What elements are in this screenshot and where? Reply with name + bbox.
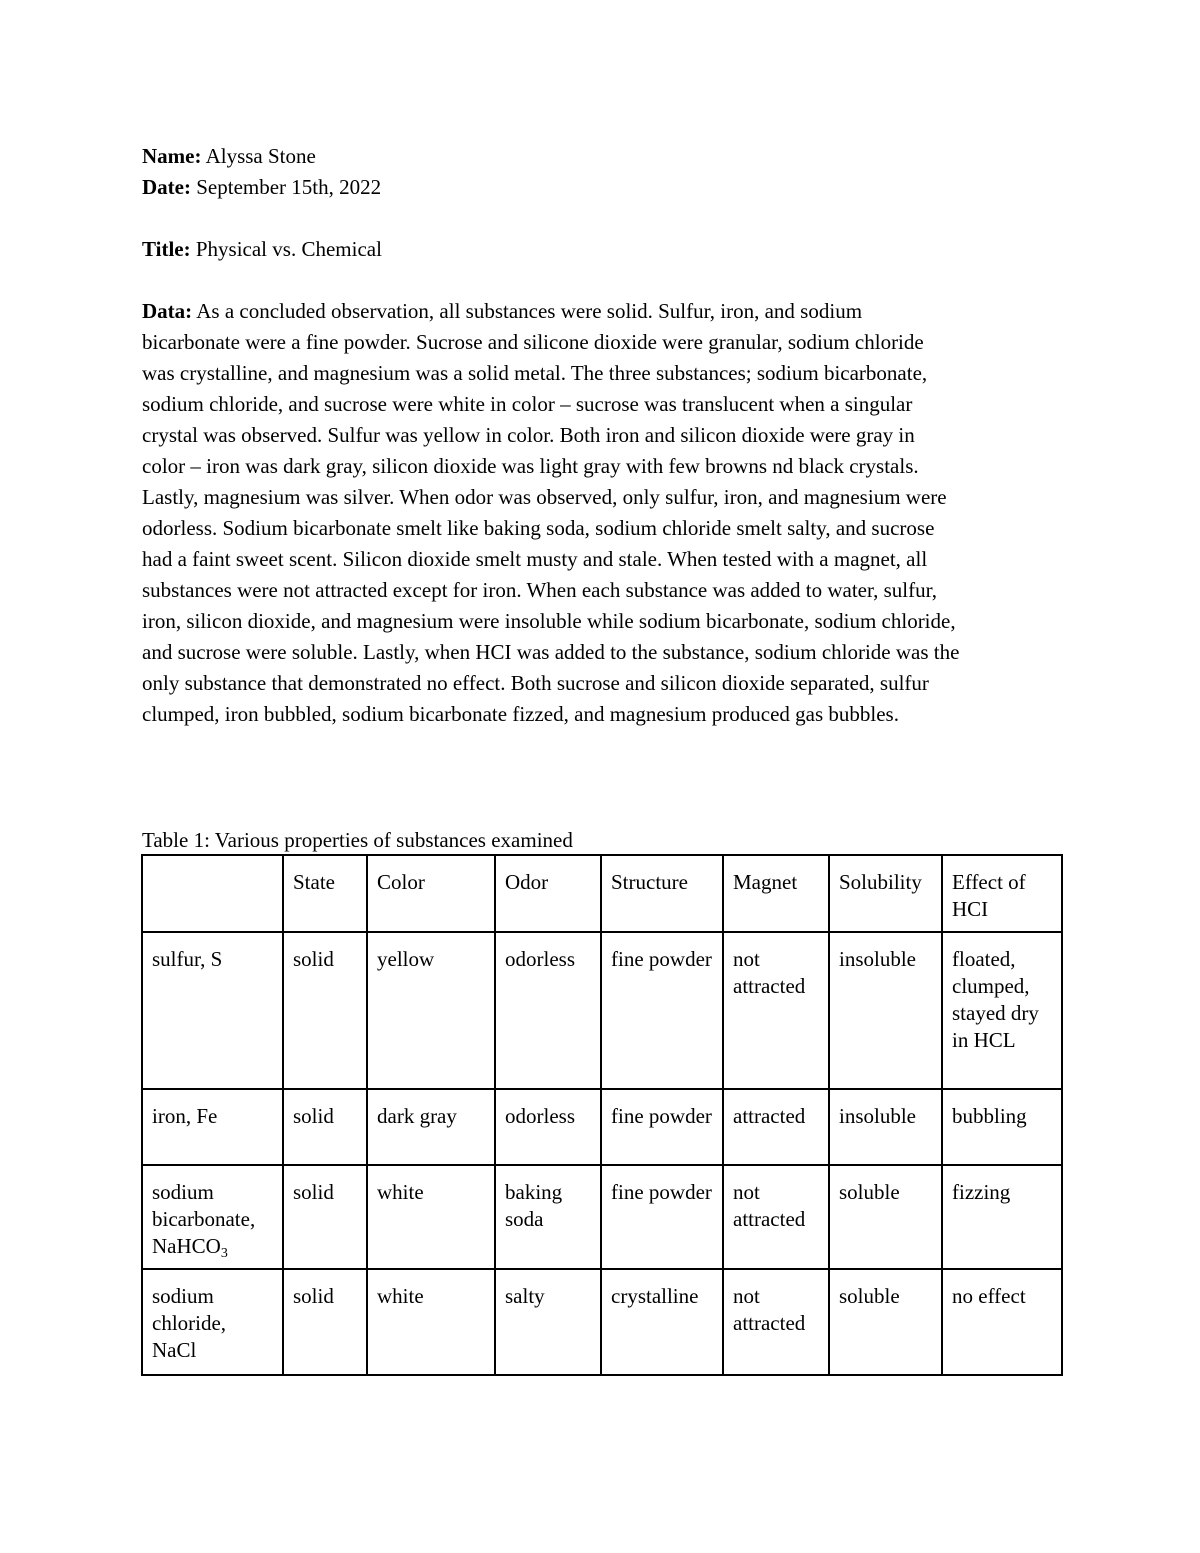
cell-solubility: soluble xyxy=(829,1269,942,1375)
cell-solubility: insoluble xyxy=(829,932,942,1089)
cell-magnet: not attracted xyxy=(723,1165,829,1269)
table-row xyxy=(142,1089,1062,1165)
cell-color: white xyxy=(367,1269,495,1375)
date-label: Date: xyxy=(142,175,191,199)
title-value: Physical vs. Chemical xyxy=(190,237,382,261)
spacer xyxy=(142,203,1067,234)
name-label: Name: xyxy=(142,144,202,168)
properties-table xyxy=(141,854,1063,1376)
cell-effect: bubbling xyxy=(942,1089,1062,1165)
data-label: Data: xyxy=(142,299,193,323)
cell-state: solid xyxy=(283,1165,367,1269)
cell-color: white xyxy=(367,1165,495,1269)
data-line: clumped, iron bubbled, sodium bicarbonate fizzed, and magnesium produced gas bubbles. xyxy=(142,702,899,726)
formula-subscript: 3 xyxy=(220,1246,228,1261)
cell-magnet: not attracted xyxy=(723,1269,829,1375)
cell-magnet: attracted xyxy=(723,1089,829,1165)
table-caption: Table 1: Various properties of substances examined xyxy=(142,828,573,852)
data-line: odorless. Sodium bicarbonate smelt like baking soda, sodium chloride smelt salty, and sucrose xyxy=(142,516,935,540)
cell-state: solid xyxy=(283,1269,367,1375)
cell-solubility: insoluble xyxy=(829,1089,942,1165)
title-label: Title: xyxy=(142,237,191,261)
data-line: had a faint sweet scent. Silicon dioxide smelt musty and stale. When tested with a magnet, all xyxy=(142,547,928,571)
data-line: sodium chloride, and sucrose were white in color – sucrose was translucent when a singular xyxy=(142,392,913,416)
cell-substance: sulfur, S xyxy=(142,932,283,1089)
data-paragraph xyxy=(142,296,1067,730)
date-value: September 15th, 2022 xyxy=(190,175,382,199)
substance-formula: sodium bicarbonate, NaHCO xyxy=(152,1180,256,1258)
data-line: bicarbonate were a fine powder. Sucrose and silicone dioxide were granular, sodium chloride xyxy=(142,330,924,354)
data-line: was crystalline, and magnesium was a solid metal. The three substances; sodium bicarbonate, xyxy=(142,361,928,385)
data-line: crystal was observed. Sulfur was yellow in color. Both iron and silicon dioxide were gray in xyxy=(142,423,915,447)
data-line: substances were not attracted except for iron. When each substance was added to water, sulfur, xyxy=(142,578,938,602)
data-line-text: As a concluded observation, all substances were solid. Sulfur, iron, and sodium xyxy=(192,299,863,323)
spacer xyxy=(142,265,1067,296)
cell-substance xyxy=(142,1165,283,1269)
header-cell-state: State xyxy=(283,855,367,932)
cell-color: dark gray xyxy=(367,1089,495,1165)
document-body xyxy=(142,141,1067,730)
cell-substance: sodium chloride, NaCl xyxy=(142,1269,283,1375)
title-line xyxy=(142,234,1067,265)
cell-effect: fizzing xyxy=(942,1165,1062,1269)
cell-substance: iron, Fe xyxy=(142,1089,283,1165)
name-line xyxy=(142,141,1067,172)
cell-state: solid xyxy=(283,932,367,1089)
table-row xyxy=(142,1165,1062,1269)
cell-effect: no effect xyxy=(942,1269,1062,1375)
header-cell-empty xyxy=(142,855,283,932)
cell-state: solid xyxy=(283,1089,367,1165)
header-cell-color: Color xyxy=(367,855,495,932)
cell-solubility: soluble xyxy=(829,1165,942,1269)
cell-color: yellow xyxy=(367,932,495,1089)
data-line: color – iron was dark gray, silicon dioxide was light gray with few browns nd black crystals. xyxy=(142,454,919,478)
date-line xyxy=(142,172,1067,203)
cell-structure: fine powder xyxy=(601,932,723,1089)
cell-odor: salty xyxy=(495,1269,601,1375)
header-cell-odor: Odor xyxy=(495,855,601,932)
data-line: and sucrose were soluble. Lastly, when HCI was added to the substance, sodium chloride was the xyxy=(142,640,960,664)
cell-odor: odorless xyxy=(495,1089,601,1165)
header-cell-solubility: Solubility xyxy=(829,855,942,932)
cell-structure: crystalline xyxy=(601,1269,723,1375)
data-line xyxy=(142,296,1067,327)
table-row xyxy=(142,932,1062,1089)
cell-structure: fine powder xyxy=(601,1089,723,1165)
cell-odor: baking soda xyxy=(495,1165,601,1269)
name-value: Alyssa Stone xyxy=(201,144,316,168)
header-cell-magnet: Magnet xyxy=(723,855,829,932)
cell-odor: odorless xyxy=(495,932,601,1089)
table-header-row xyxy=(142,855,1062,932)
data-line: only substance that demonstrated no effect. Both sucrose and silicon dioxide separated, sulfur xyxy=(142,671,929,695)
cell-magnet: not attracted xyxy=(723,932,829,1089)
table-row xyxy=(142,1269,1062,1375)
header-cell-structure: Structure xyxy=(601,855,723,932)
data-line: Lastly, magnesium was silver. When odor was observed, only sulfur, iron, and magnesium were xyxy=(142,485,947,509)
data-line: iron, silicon dioxide, and magnesium were insoluble while sodium bicarbonate, sodium chloride, xyxy=(142,609,956,633)
cell-effect: floated, clumped, stayed dry in HCL xyxy=(942,932,1062,1089)
cell-structure: fine powder xyxy=(601,1165,723,1269)
header-cell-effect: Effect of HCI xyxy=(942,855,1062,932)
